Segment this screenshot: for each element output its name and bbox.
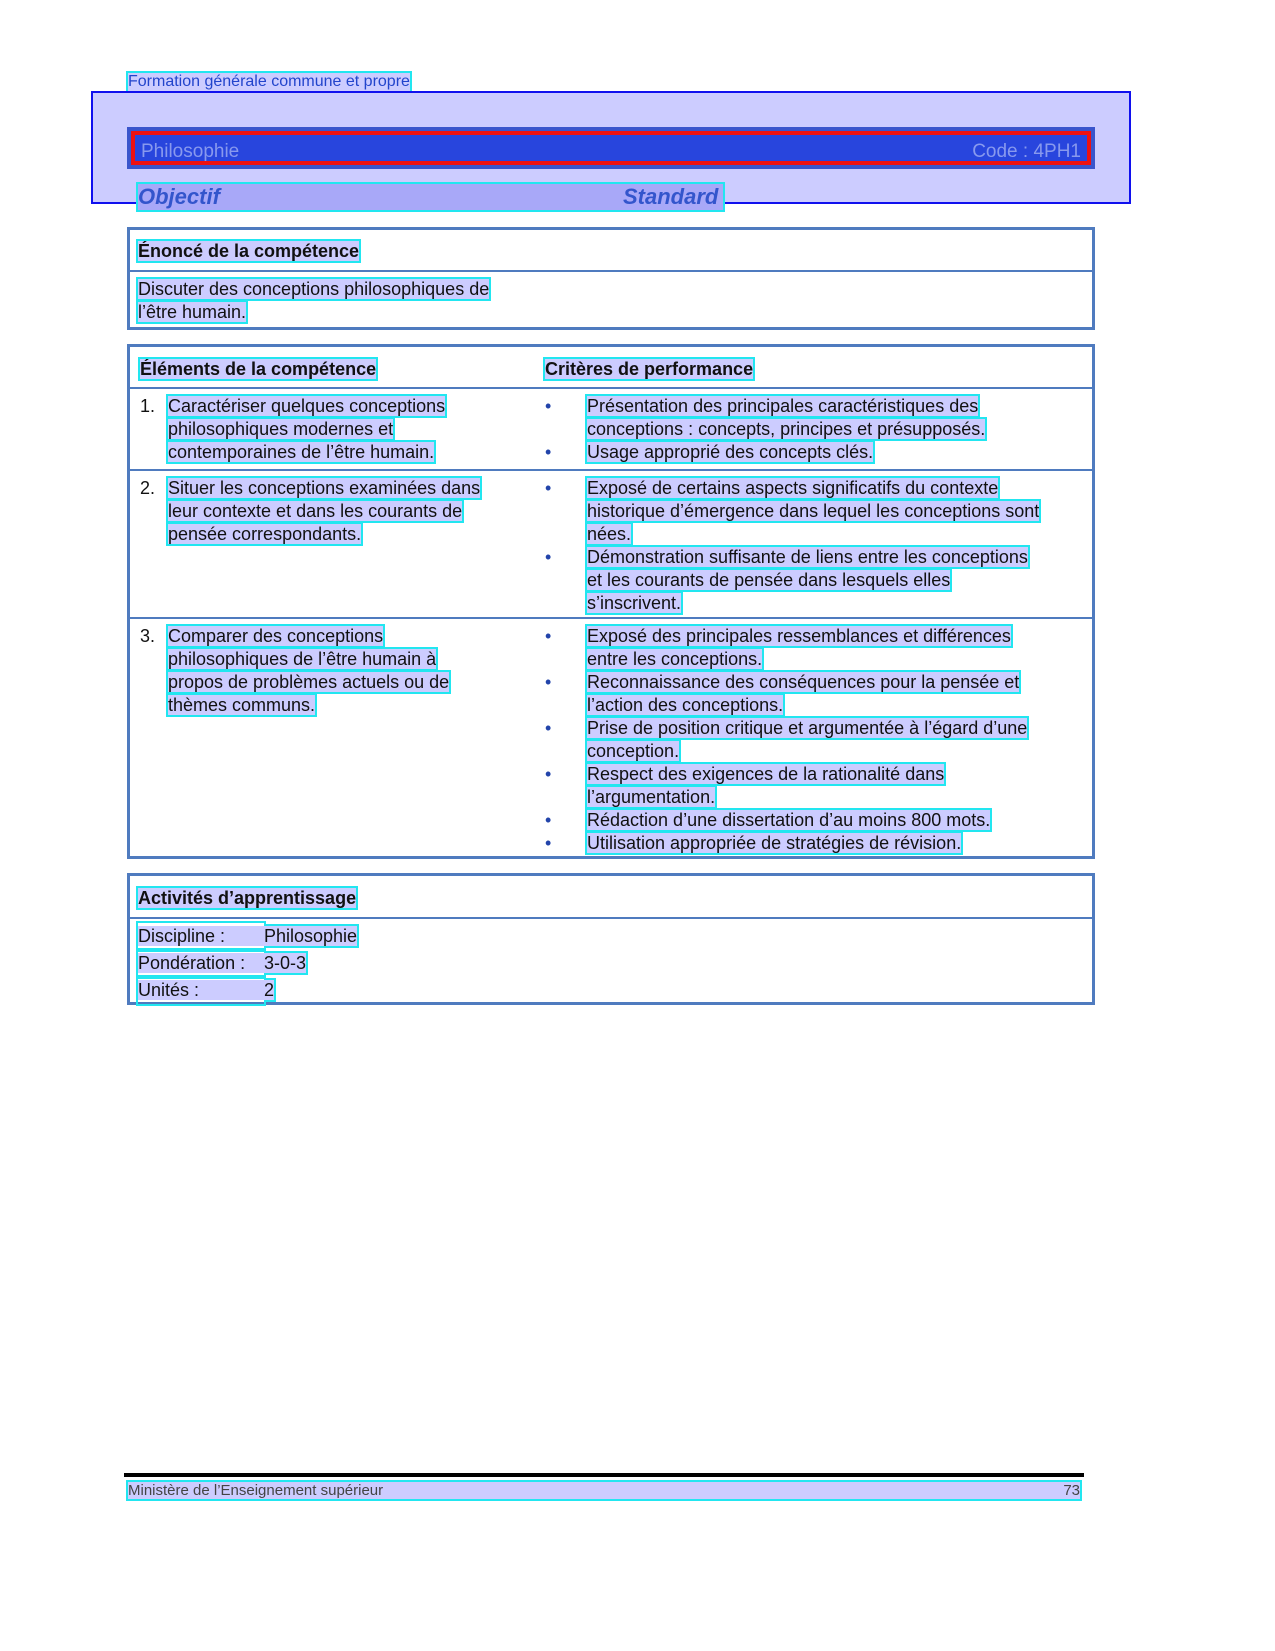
criterion-text: Utilisation appropriée de stratégies de révision. [587,833,962,853]
code-label: Code : [972,141,1029,162]
table-row [130,469,1092,617]
ponderation-row [138,953,306,973]
criterion-text: entre les conceptions. [587,649,763,669]
code-value: 4PH1 [1033,141,1081,162]
ponderation-value: 3-0-3 [264,953,307,973]
element-text: philosophiques de l’être humain à [168,649,437,669]
criterion-text: Exposé de certains aspects significatifs du contexte [587,478,999,498]
element-number: 1. [140,396,156,416]
unites-row [138,980,274,1000]
course-code [972,141,1081,163]
footer [128,1482,1080,1499]
objective-label: Objectif [138,184,220,209]
footer-ministry: Ministère de l’Enseignement supérieur [128,1482,384,1499]
criteria-cell [545,625,1085,855]
criterion-text: conception. [587,741,680,761]
element-text: contemporaines de l’être humain. [168,442,435,462]
standard-label: Standard [623,184,719,209]
criterion-item [545,717,1085,763]
criterion-text: Rédaction d’une dissertation d’au moins 800 mots. [587,810,991,830]
unites-label: Unités : [138,980,200,1000]
criteria-cell [545,395,1085,464]
element-text: Caractériser quelques conceptions [168,396,446,416]
criterion-item [545,671,1085,717]
unites-value: 2 [264,980,275,1000]
criterion-text: l’argumentation. [587,787,716,807]
bullet-icon: • [545,626,552,646]
criteria-cell [545,477,1085,615]
criterion-text: Respect des exigences de la rationalité dans [587,764,945,784]
enonce-heading: Énoncé de la compétence [138,241,360,261]
element-text: propos de problèmes actuels ou de [168,672,450,692]
table-row [130,617,1092,862]
objective-standard-header [138,184,723,210]
criterion-text: s’inscrivent. [587,593,682,613]
discipline-row [138,926,357,946]
footer-rule [124,1473,1084,1477]
criterion-item [545,395,1085,441]
bullet-icon: • [545,718,552,738]
element-text: thèmes communs. [168,695,316,715]
course-title-bar [127,127,1095,169]
bullet-icon: • [545,672,552,692]
bullet-icon: • [545,442,552,462]
criterion-text: Démonstration suffisante de liens entre les conceptions [587,547,1028,567]
ponderation-label: Pondération : [138,953,246,973]
criterion-item [545,441,1085,464]
criterion-text: Reconnaissance des conséquences pour la pensée et [587,672,1020,692]
bullet-icon: • [545,833,552,853]
section-label: Formation générale commune et propre [128,73,410,90]
criterion-text: Présentation des principales caractéristiques des [587,396,979,416]
criterion-text: Exposé des principales ressemblances et différences [587,626,1011,646]
element-number: 2. [140,478,156,498]
criterion-text: Usage approprié des concepts clés. [587,442,874,462]
criterion-item [545,832,1085,855]
enonce-text: Discuter des conceptions philosophiques de [138,279,490,299]
bullet-icon: • [545,547,552,567]
bullet-icon: • [545,396,552,416]
enonce-box [127,227,1095,330]
table-header [130,347,1092,387]
criterion-item [545,625,1085,671]
criterion-item [545,477,1085,546]
criterion-text: Prise de position critique et argumentée à l’égard d’une [587,718,1028,738]
criterion-text: l’action des conceptions. [587,695,784,715]
criterion-item [545,546,1085,615]
criterion-text: conceptions : concepts, principes et présupposés. [587,419,986,439]
table-row [130,387,1092,469]
criterion-text: et les courants de pensée dans lesquels elles [587,570,951,590]
col1-heading: Éléments de la compétence [140,359,377,379]
element-cell [140,477,540,546]
activites-heading: Activités d’apprentissage [138,888,357,908]
criterion-item [545,763,1085,809]
col2-heading: Critères de performance [545,359,754,379]
element-cell [140,395,540,464]
discipline-value: Philosophie [264,926,358,946]
element-number: 3. [140,626,156,646]
element-text: Situer les conceptions examinées dans [168,478,481,498]
element-cell [140,625,540,717]
element-text: Comparer des conceptions [168,626,384,646]
bullet-icon: • [545,810,552,830]
enonce-text: l’être humain. [138,302,247,322]
course-title: Philosophie [141,141,240,162]
criterion-text: historique d’émergence dans lequel les conceptions sont [587,501,1040,521]
element-text: philosophiques modernes et [168,419,394,439]
activites-box [127,873,1095,1005]
element-text: leur contexte et dans les courants de [168,501,463,521]
bullet-icon: • [545,478,552,498]
bullet-icon: • [545,764,552,784]
discipline-label: Discipline : [138,926,226,946]
element-text: pensée correspondants. [168,524,362,544]
criterion-item [545,809,1085,832]
elements-table [127,344,1095,859]
criterion-text: nées. [587,524,632,544]
page-number: 73 [1063,1482,1080,1499]
